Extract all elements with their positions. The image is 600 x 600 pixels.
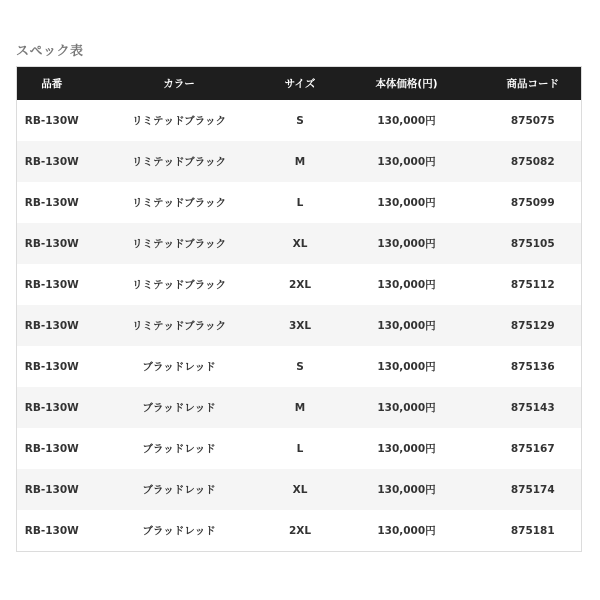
cell-price: 130,000円	[329, 428, 485, 469]
cell-size: 3XL	[272, 305, 329, 346]
header-product-code: 商品コード	[485, 67, 582, 101]
cell-color: リミテッドブラック	[87, 182, 272, 223]
cell-model: RB-130W	[17, 264, 87, 305]
table-row	[17, 469, 582, 510]
spec-table	[16, 66, 582, 552]
cell-size: S	[272, 346, 329, 387]
cell-product-code: 875129	[485, 305, 582, 346]
cell-color: ブラッドレッド	[87, 428, 272, 469]
cell-product-code: 875105	[485, 223, 582, 264]
cell-product-code: 875112	[485, 264, 582, 305]
cell-model: RB-130W	[17, 510, 87, 552]
cell-size: XL	[272, 223, 329, 264]
cell-product-code: 875143	[485, 387, 582, 428]
cell-model: RB-130W	[17, 141, 87, 182]
cell-size: S	[272, 100, 329, 141]
table-row	[17, 223, 582, 264]
cell-product-code: 875174	[485, 469, 582, 510]
cell-price: 130,000円	[329, 346, 485, 387]
cell-product-code: 875099	[485, 182, 582, 223]
cell-size: 2XL	[272, 510, 329, 552]
cell-size: L	[272, 182, 329, 223]
cell-color: リミテッドブラック	[87, 305, 272, 346]
cell-price: 130,000円	[329, 510, 485, 552]
header-model: 品番	[17, 67, 87, 101]
cell-color: リミテッドブラック	[87, 100, 272, 141]
table-header	[17, 67, 582, 101]
cell-size: M	[272, 387, 329, 428]
table-row	[17, 305, 582, 346]
table-row	[17, 428, 582, 469]
cell-product-code: 875082	[485, 141, 582, 182]
cell-price: 130,000円	[329, 387, 485, 428]
cell-model: RB-130W	[17, 387, 87, 428]
table-row	[17, 100, 582, 141]
cell-color: ブラッドレッド	[87, 346, 272, 387]
cell-model: RB-130W	[17, 469, 87, 510]
cell-product-code: 875167	[485, 428, 582, 469]
cell-color: ブラッドレッド	[87, 387, 272, 428]
cell-color: ブラッドレッド	[87, 469, 272, 510]
cell-color: ブラッドレッド	[87, 510, 272, 552]
cell-model: RB-130W	[17, 305, 87, 346]
cell-size: 2XL	[272, 264, 329, 305]
cell-model: RB-130W	[17, 428, 87, 469]
cell-price: 130,000円	[329, 469, 485, 510]
cell-price: 130,000円	[329, 182, 485, 223]
cell-color: リミテッドブラック	[87, 223, 272, 264]
cell-price: 130,000円	[329, 223, 485, 264]
cell-model: RB-130W	[17, 100, 87, 141]
cell-product-code: 875136	[485, 346, 582, 387]
section-title: スペック表	[16, 44, 84, 59]
table-row	[17, 346, 582, 387]
cell-price: 130,000円	[329, 305, 485, 346]
table-row	[17, 182, 582, 223]
cell-model: RB-130W	[17, 182, 87, 223]
cell-color: リミテッドブラック	[87, 141, 272, 182]
cell-size: M	[272, 141, 329, 182]
table-row	[17, 387, 582, 428]
table-row	[17, 264, 582, 305]
cell-price: 130,000円	[329, 141, 485, 182]
header-size: サイズ	[272, 67, 329, 101]
cell-size: L	[272, 428, 329, 469]
cell-model: RB-130W	[17, 346, 87, 387]
table-body	[17, 100, 582, 552]
cell-color: リミテッドブラック	[87, 264, 272, 305]
table-row	[17, 141, 582, 182]
cell-product-code: 875075	[485, 100, 582, 141]
header-price: 本体価格(円)	[329, 67, 485, 101]
cell-model: RB-130W	[17, 223, 87, 264]
header-color: カラー	[87, 67, 272, 101]
cell-size: XL	[272, 469, 329, 510]
header-row	[17, 67, 582, 101]
cell-price: 130,000円	[329, 264, 485, 305]
cell-price: 130,000円	[329, 100, 485, 141]
table-row	[17, 510, 582, 552]
cell-product-code: 875181	[485, 510, 582, 552]
